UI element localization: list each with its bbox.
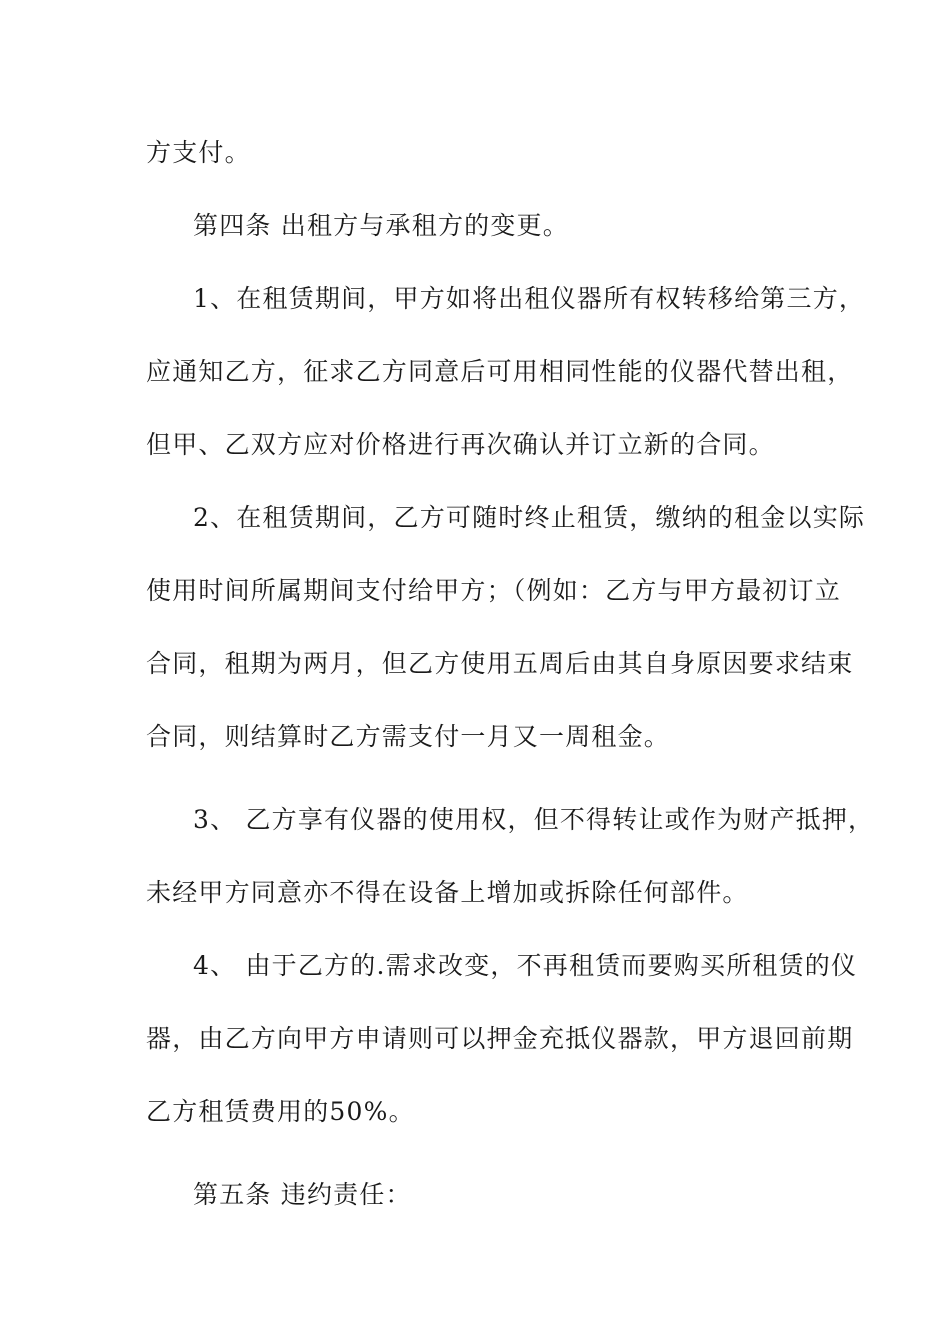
- paragraph-line: 方支付。: [146, 138, 251, 167]
- paragraph-line: 合同，租期为两月，但乙方使用五周后由其自身原因要求结束: [146, 649, 854, 678]
- paragraph-line: 4、 由于乙方的.需求改变，不再租赁而要购买所租赁的仪: [193, 951, 858, 980]
- paragraph-line: 3、 乙方享有仪器的使用权，但不得转让或作为财产抵押，: [193, 805, 875, 834]
- paragraph-line: 乙方租赁费用的50%。: [146, 1097, 415, 1126]
- paragraph-line: 应通知乙方，征求乙方同意后可用相同性能的仪器代替出租，: [146, 357, 854, 386]
- paragraph-line: 但甲、乙双方应对价格进行再次确认并订立新的合同。: [146, 430, 775, 459]
- paragraph-line: 1、在租赁期间，甲方如将出租仪器所有权转移给第三方，: [193, 284, 866, 313]
- paragraph-line: 器，由乙方向甲方申请则可以押金充抵仪器款，甲方退回前期: [146, 1024, 854, 1053]
- paragraph-line: 2、在租赁期间，乙方可随时终止租赁，缴纳的租金以实际: [193, 503, 866, 532]
- paragraph-line: 未经甲方同意亦不得在设备上增加或拆除任何部件。: [146, 878, 749, 907]
- section-heading: 第四条 出租方与承租方的变更。: [193, 211, 569, 240]
- paragraph-line: 使用时间所属期间支付给甲方；（例如：乙方与甲方最初订立: [146, 576, 841, 605]
- section-heading: 第五条 违约责任：: [193, 1180, 412, 1209]
- paragraph-line: 合同，则结算时乙方需支付一月又一周租金。: [146, 722, 671, 751]
